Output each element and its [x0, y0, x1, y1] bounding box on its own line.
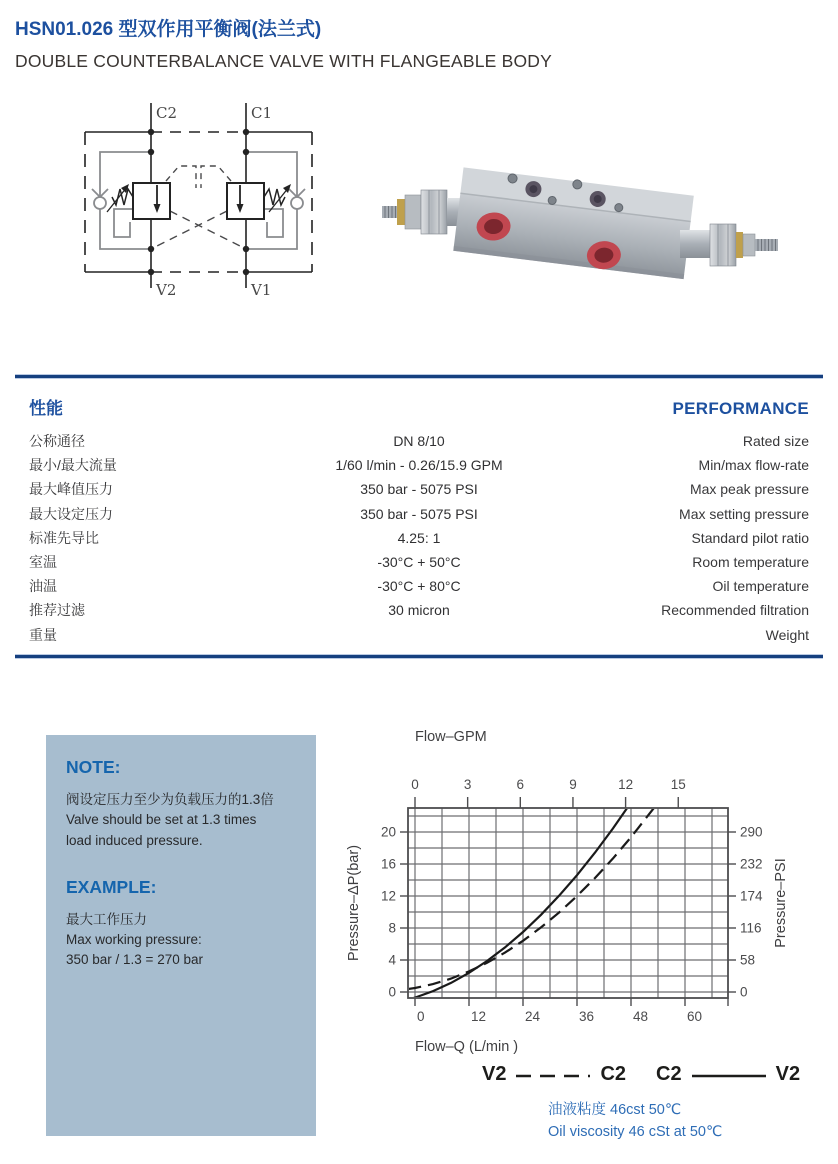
legend-label: V2	[482, 1063, 507, 1085]
tick-label-gpm: 12	[618, 777, 634, 792]
chart-footnote	[548, 1100, 838, 1144]
table-row	[15, 623, 823, 647]
dashed-line-sample-icon	[514, 1072, 592, 1080]
left-drain-line	[114, 209, 133, 237]
row-value: 1/60 l/min - 0.26/15.9 GPM	[335, 457, 503, 474]
curve-solid	[408, 806, 629, 1000]
row-label-en: Oil temperature	[712, 578, 809, 595]
row-label-cn: 公称通径	[29, 433, 85, 450]
left-spring-icon	[107, 184, 133, 212]
tick-label-gpm: 0	[411, 777, 419, 792]
row-label-en: Rated size	[742, 433, 809, 450]
example-text-en1: Max working pressure:	[66, 932, 202, 947]
left-valve-body	[133, 183, 170, 219]
tick-label-gpm: 6	[516, 777, 525, 792]
chart-footnote-en: Oil viscosity 46 cSt at 50℃	[548, 1123, 723, 1140]
axis-title-left: Pressure–ΔP(bar)	[346, 844, 362, 962]
envelope-side-edges	[85, 132, 312, 272]
flow-pressure-chart	[340, 725, 838, 1057]
solid-line-sample-icon	[690, 1072, 768, 1080]
tick-label-psi: 0	[740, 984, 748, 1000]
performance-table	[15, 429, 823, 647]
row-label-en: Weight	[765, 626, 809, 643]
row-label-en: Max setting pressure	[679, 505, 809, 522]
axis-title-bottom: Flow–Q (L/min )	[415, 1039, 519, 1055]
tick-label-psi: 174	[740, 888, 763, 904]
row-label-cn: 油温	[29, 578, 57, 595]
left-fitting	[382, 190, 461, 234]
product-photo	[380, 140, 780, 285]
performance-heading-cn: 性能	[29, 399, 63, 418]
axis-title-top: Flow–GPM	[415, 729, 487, 745]
table-row	[15, 453, 823, 477]
legend-label: V2	[775, 1063, 801, 1085]
tick-label-bar: 20	[380, 824, 396, 840]
right-valve-body	[227, 183, 264, 219]
performance-heading	[15, 388, 823, 429]
header	[15, 14, 823, 72]
row-value: -30°C + 50°C	[377, 554, 461, 571]
right-fitting	[680, 224, 778, 266]
row-label-cn: 重量	[29, 626, 57, 643]
row-label-cn: 标准先导比	[29, 529, 99, 546]
tick-label-bar: 0	[388, 984, 396, 1000]
row-label-cn: 最小/最大流量	[29, 457, 117, 474]
tick-label-lmin: 24	[525, 1009, 541, 1024]
row-value: -30°C + 80°C	[377, 578, 461, 595]
row-label-cn: 室温	[29, 554, 57, 571]
tick-label-lmin: 60	[687, 1009, 703, 1024]
tick-label-psi: 290	[740, 824, 763, 840]
table-row	[15, 550, 823, 574]
tick-label-psi: 232	[740, 856, 763, 872]
tick-label-lmin: 36	[579, 1009, 595, 1024]
table-row	[15, 598, 823, 622]
right-drain-line	[264, 209, 283, 237]
hydraulic-schematic-diagram	[60, 95, 345, 300]
row-label-cn: 推荐过滤	[29, 602, 85, 619]
table-row	[15, 526, 823, 550]
right-spring-icon	[264, 184, 291, 212]
legend-item	[656, 1063, 800, 1086]
row-value: 350 bar - 5075 PSI	[360, 505, 478, 522]
flow-pressure-chart-block	[340, 725, 838, 1144]
row-value: 4.25: 1	[397, 529, 441, 546]
table-row	[15, 574, 823, 598]
legend-item	[482, 1063, 626, 1086]
row-label-en: Standard pilot ratio	[691, 529, 809, 546]
row-value: DN 8/10	[393, 433, 445, 450]
note-text-en1: Valve should be set at 1.3 times	[66, 812, 257, 828]
page-title-en: DOUBLE COUNTERBALANCE VALVE WITH FLANGEABLE BODY	[15, 51, 552, 71]
schematic-port-label-v1: V1	[251, 281, 272, 299]
schematic-port-label-v2: V2	[156, 281, 177, 299]
tick-label-gpm: 3	[463, 777, 472, 792]
chart-footnote-cn: 油液粘度 46cst 50℃	[548, 1102, 682, 1118]
performance-heading-en: PERFORMANCE	[672, 399, 809, 418]
tick-label-bar: 8	[388, 920, 396, 936]
divider-top	[15, 374, 823, 379]
tick-label-gpm: 9	[569, 777, 577, 792]
note-text-cn: 阀设定压力至少为负载压力的1.3倍	[66, 792, 274, 807]
tick-label-gpm: 15	[670, 777, 686, 792]
tick-label-lmin: 12	[471, 1009, 487, 1024]
legend-label: C2	[656, 1063, 682, 1085]
example-heading: EXAMPLE:	[66, 876, 157, 897]
row-label-en: Max peak pressure	[689, 481, 809, 498]
tick-label-bar: 12	[380, 888, 396, 904]
row-label-en: Min/max flow-rate	[698, 457, 809, 474]
schematic-port-label-c2: C2	[156, 104, 178, 122]
row-value: 350 bar - 5075 PSI	[360, 481, 478, 498]
curve-dashed	[408, 806, 656, 989]
table-row	[15, 502, 823, 526]
page-title-cn: HSN01.026 型双作用平衡阀(法兰式)	[15, 19, 322, 40]
tick-label-lmin: 48	[633, 1009, 649, 1024]
row-label-cn: 最大峰值压力	[29, 481, 113, 498]
table-row	[15, 477, 823, 501]
example-text-en2: 350 bar / 1.3 = 270 bar	[66, 952, 203, 968]
tick-label-psi: 58	[740, 952, 756, 968]
chart-legend	[482, 1063, 838, 1086]
axis-title-right: Pressure–PSI	[773, 858, 789, 948]
tick-label-bar: 4	[388, 952, 396, 968]
schematic-port-label-c1: C1	[251, 104, 273, 122]
row-value: 30 micron	[388, 602, 450, 619]
example-text-cn: 最大工作压力	[66, 911, 147, 927]
tick-label-bar: 16	[380, 856, 396, 872]
divider-bottom	[15, 654, 823, 659]
valve-block	[453, 166, 694, 282]
row-label-cn: 最大设定压力	[29, 505, 113, 522]
note-text-en2: load induced pressure.	[66, 832, 203, 848]
table-row	[15, 429, 823, 453]
row-label-en: Recommended filtration	[661, 602, 809, 619]
legend-label: C2	[600, 1063, 627, 1085]
note-box	[46, 735, 316, 1136]
performance-section	[15, 388, 823, 647]
note-heading: NOTE:	[66, 757, 121, 777]
envelope-solid-edges	[85, 132, 312, 272]
tick-label-lmin: 0	[417, 1009, 425, 1024]
tick-label-psi: 116	[740, 920, 762, 936]
row-label-en: Room temperature	[692, 554, 809, 571]
